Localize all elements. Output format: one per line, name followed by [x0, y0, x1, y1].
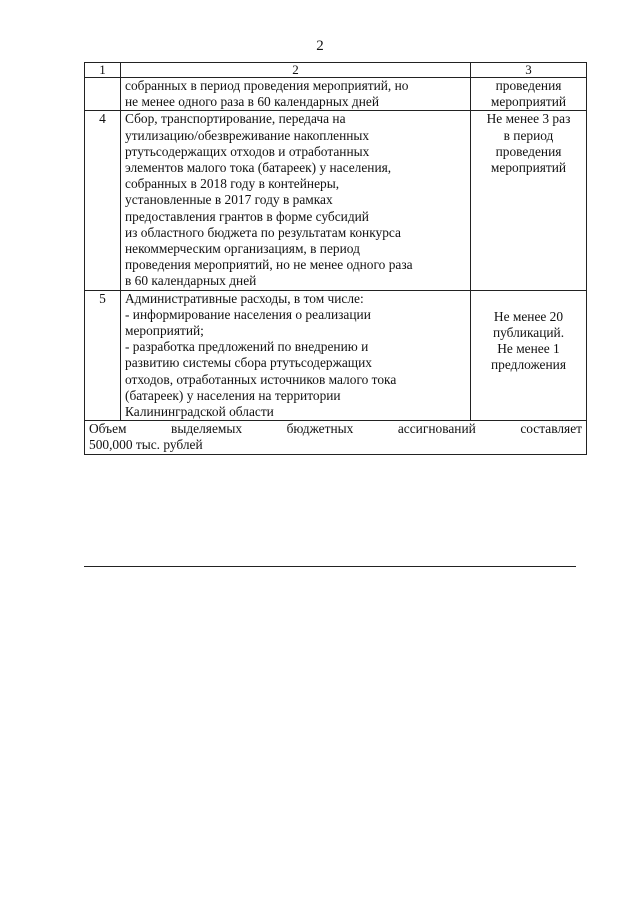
row-description: [121, 111, 471, 290]
term-line: Не менее 1: [497, 341, 560, 357]
term-line: мероприятий: [490, 94, 567, 110]
table-footer-row: [85, 421, 587, 454]
description-line: собранных в период проведения мероприятий, но: [125, 78, 409, 93]
description-line: мероприятий;: [125, 323, 204, 339]
row-number: [85, 78, 121, 111]
description-line: предоставления грантов в форме субсидий: [125, 208, 369, 224]
description-line: (батареек) у населения на территории: [125, 387, 341, 403]
table-row-continuation: [85, 78, 587, 111]
description-line: ртутьсодержащих отходов и отработанных: [125, 143, 370, 159]
footer-line: Объем выделяемых бюджетных ассигнований составляет: [89, 421, 582, 437]
description-line: элементов малого тока (батареек) у населения,: [125, 160, 392, 176]
description-line: Калининградской области: [125, 404, 274, 420]
description-line: собранных в 2018 году в контейнеры,: [125, 176, 340, 192]
description-line: установленные в 2017 году в рамках: [125, 192, 333, 208]
footer-line: 500,000 тыс. рублей: [89, 437, 203, 453]
description-line: в 60 календарных дней: [125, 273, 257, 289]
row-term: [471, 78, 587, 111]
description-line: некоммерческим организациям, в период: [125, 241, 360, 257]
row-term: [471, 290, 587, 421]
row-description: [121, 290, 471, 421]
term-line: в период: [503, 127, 554, 143]
description-line: - разработка предложений по внедрению и: [125, 339, 369, 355]
header-col-1: 1: [85, 63, 121, 78]
table-row: [85, 290, 587, 421]
description-line: Административные расходы, в том числе:: [125, 290, 364, 306]
term-line: проведения: [495, 78, 562, 93]
table-row: [85, 111, 587, 290]
header-col-3: 3: [471, 63, 587, 78]
description-line: развитию системы сбора ртутьсодержащих: [125, 355, 372, 371]
term-line: Не менее 3 раз: [486, 111, 571, 127]
term-line: Не менее 20: [493, 308, 564, 324]
term-line: предложения: [491, 357, 566, 373]
term-line: мероприятий: [490, 160, 567, 176]
description-line: утилизацию/обезвреживание накопленных: [125, 127, 370, 143]
description-line: не менее одного раза в 60 календарных дней: [125, 94, 379, 110]
activities-table: [84, 62, 587, 455]
term-line: публикаций.: [492, 324, 565, 340]
description-line: отходов, отработанных источников малого тока: [125, 371, 397, 387]
description-line: проведения мероприятий, но не менее одного раза: [125, 257, 413, 273]
budget-allocation-note: [85, 421, 587, 454]
description-line: Сбор, транспортирование, передача на: [125, 111, 346, 127]
table-header-row: [85, 63, 587, 78]
header-col-2: 2: [121, 63, 471, 78]
row-number: 5: [85, 290, 121, 421]
row-description: [121, 78, 471, 111]
page-number: 2: [316, 38, 324, 54]
end-rule: [84, 566, 576, 567]
description-line: - информирование населения о реализации: [125, 306, 371, 322]
row-number: 4: [85, 111, 121, 290]
row-term: [471, 111, 587, 290]
term-line: проведения: [495, 143, 562, 159]
description-line: из областного бюджета по результатам конкурса: [125, 224, 401, 240]
